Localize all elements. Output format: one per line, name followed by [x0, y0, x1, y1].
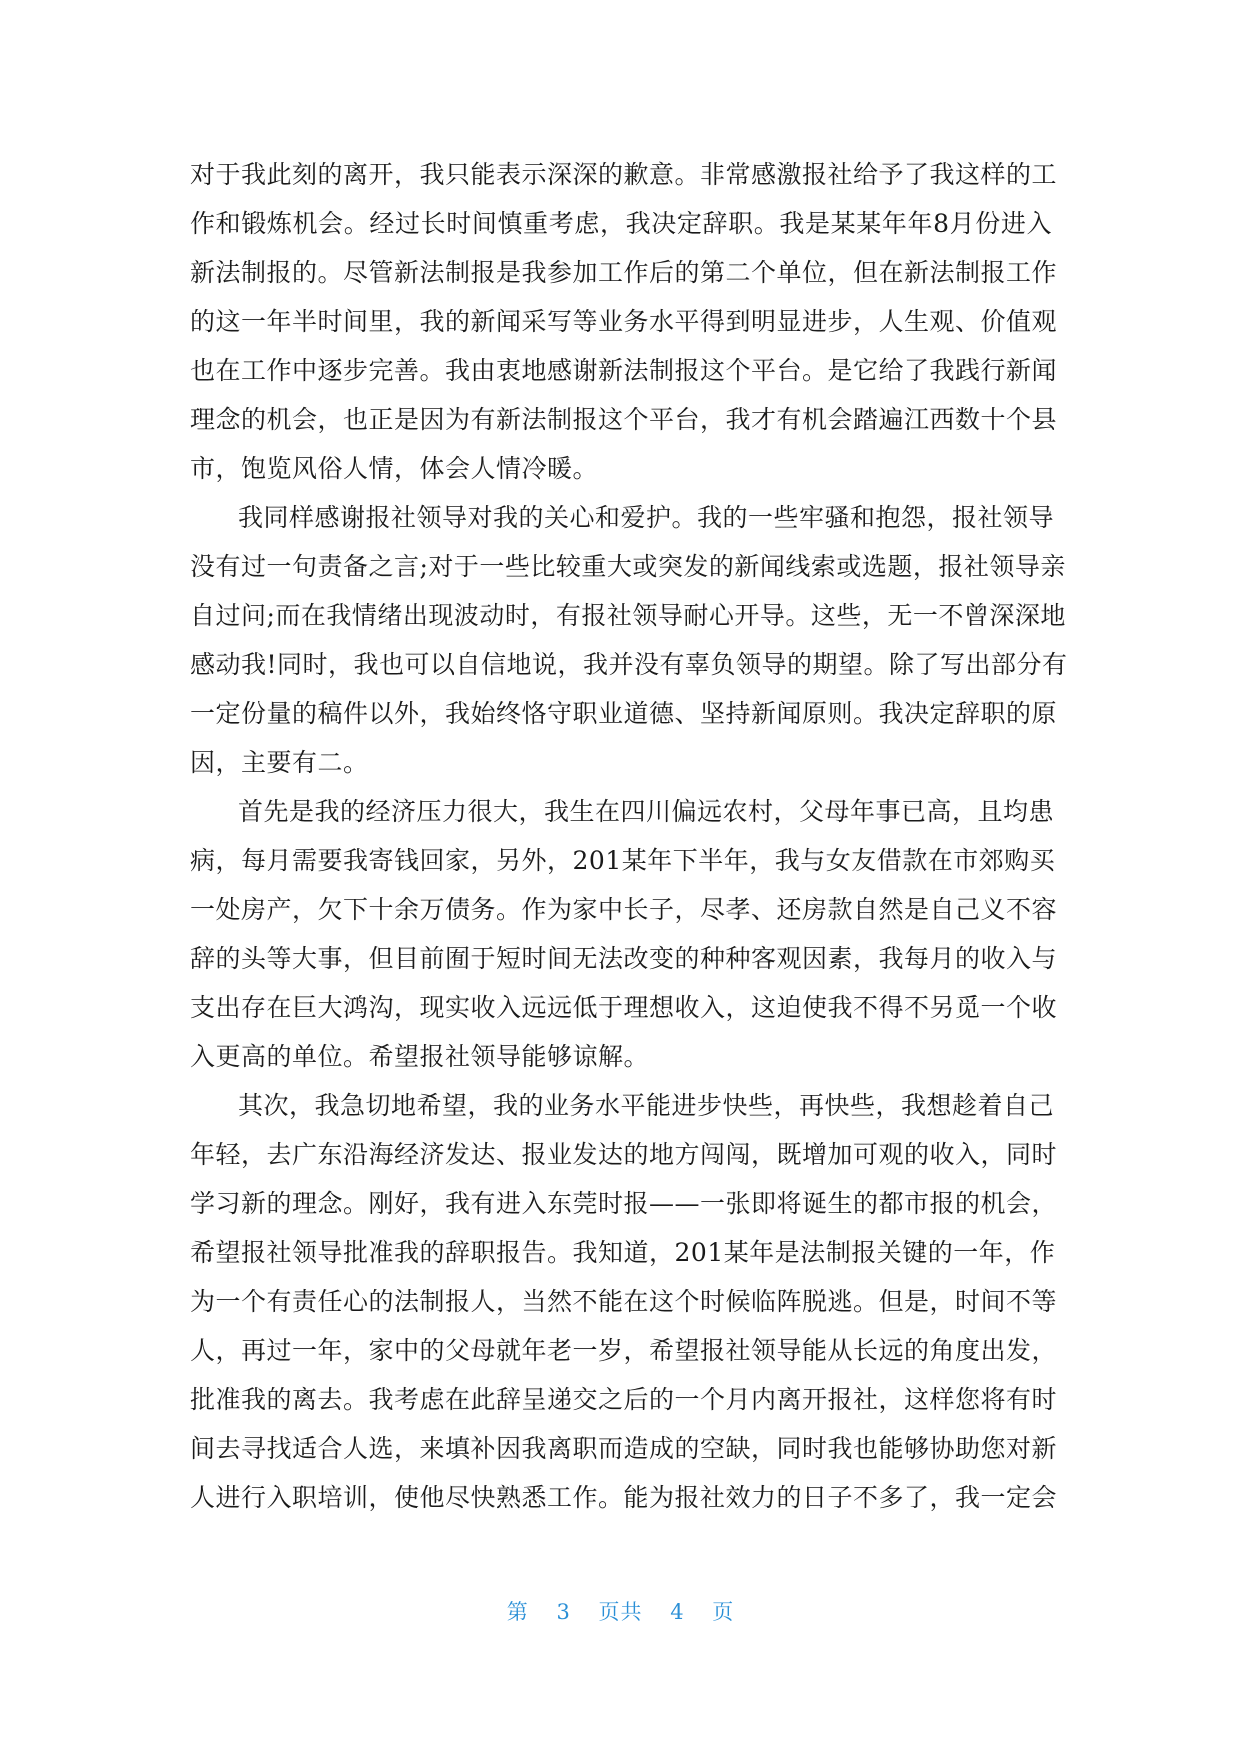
text-line: 支出存在巨大鸿沟，现实收入远远低于理想收入，这迫使我不得不另觅一个收	[190, 993, 1058, 1022]
text-line: 的这一年半时间里，我的新闻采写等业务水平得到明显进步，人生观、价值观	[190, 307, 1058, 336]
text-line: 一处房产，欠下十余万债务。作为家中长子，尽孝、还房款自然是自己义不容	[190, 895, 1058, 924]
text-line: 希望报社领导批准我的辞职报告。我知道，201某年是法制报关键的一年，作	[190, 1238, 1056, 1267]
text-line: 批准我的离去。我考虑在此辞呈递交之后的一个月内离开报社，这样您将有时	[190, 1385, 1058, 1414]
text-line: 首先是我的经济压力很大，我生在四川偏远农村，父母年事已高，且均患	[238, 797, 1055, 826]
text-line: 理念的机会，也正是因为有新法制报这个平台，我才有机会踏遍江西数十个县	[190, 405, 1058, 434]
text-line: 学习新的理念。刚好，我有进入东莞时报——一张即将诞生的都市报的机会，	[190, 1189, 1058, 1218]
text-line: 因，主要有二。	[190, 748, 369, 777]
text-line: 也在工作中逐步完善。我由衷地感谢新法制报这个平台。是它给了我践行新闻	[190, 356, 1058, 385]
text-line: 对于我此刻的离开，我只能表示深深的歉意。非常感激报社给予了我这样的工	[190, 160, 1058, 189]
page-number-footer	[0, 1596, 1241, 1626]
text-line: 新法制报的。尽管新法制报是我参加工作后的第二个单位，但在新法制报工作	[190, 258, 1058, 287]
text-line: 一定份量的稿件以外，我始终恪守职业道德、坚持新闻原则。我决定辞职的原	[190, 699, 1058, 728]
text-line: 人进行入职培训，使他尽快熟悉工作。能为报社效力的日子不多了，我一定会	[190, 1483, 1058, 1512]
text-line: 作和锻炼机会。经过长时间慎重考虑，我决定辞职。我是某某年年8月份进入	[190, 209, 1052, 238]
footer-suffix: 页	[712, 1600, 735, 1624]
current-page-number: 3	[556, 1600, 571, 1624]
text-line: 为一个有责任心的法制报人，当然不能在这个时候临阵脱逃。但是，时间不等	[190, 1287, 1058, 1316]
paragraph	[190, 493, 1068, 787]
text-line: 自过问;而在我情绪出现波动时，有报社领导耐心开导。这些，无一不曾深深地	[190, 601, 1066, 630]
text-line: 感动我!同时，我也可以自信地说，我并没有辜负领导的期望。除了写出部分有	[190, 650, 1068, 679]
footer-prefix: 第	[506, 1600, 529, 1624]
text-line: 人，再过一年，家中的父母就年老一岁，希望报社领导能从长远的角度出发，	[190, 1336, 1058, 1365]
text-line: 市，饱览风俗人情，体会人情冷暖。	[190, 454, 599, 483]
paragraph	[190, 787, 1058, 1081]
text-line: 没有过一句责备之言;对于一些比较重大或突发的新闻线索或选题，报社领导亲	[190, 552, 1066, 581]
text-line: 年轻，去广东沿海经济发达、报业发达的地方闯闯，既增加可观的收入，同时	[190, 1140, 1058, 1169]
text-line: 其次，我急切地希望，我的业务水平能进步快些，再快些，我想趁着自己	[238, 1091, 1055, 1120]
text-line: 入更高的单位。希望报社领导能够谅解。	[190, 1042, 650, 1071]
footer-middle: 页共	[598, 1600, 643, 1624]
text-line: 间去寻找适合人选，来填补因我离职而造成的空缺，同时我也能够协助您对新	[190, 1434, 1058, 1463]
paragraph	[190, 1081, 1058, 1522]
text-line: 辞的头等大事，但目前囿于短时间无法改变的种种客观因素，我每月的收入与	[190, 944, 1058, 973]
total-page-count: 4	[670, 1600, 685, 1624]
text-line: 病，每月需要我寄钱回家，另外，201某年下半年，我与女友借款在市郊购买	[190, 846, 1056, 875]
paragraph	[190, 150, 1058, 493]
document-body	[190, 150, 1068, 1522]
text-line: 我同样感谢报社领导对我的关心和爱护。我的一些牢骚和抱怨，报社领导	[238, 503, 1055, 532]
